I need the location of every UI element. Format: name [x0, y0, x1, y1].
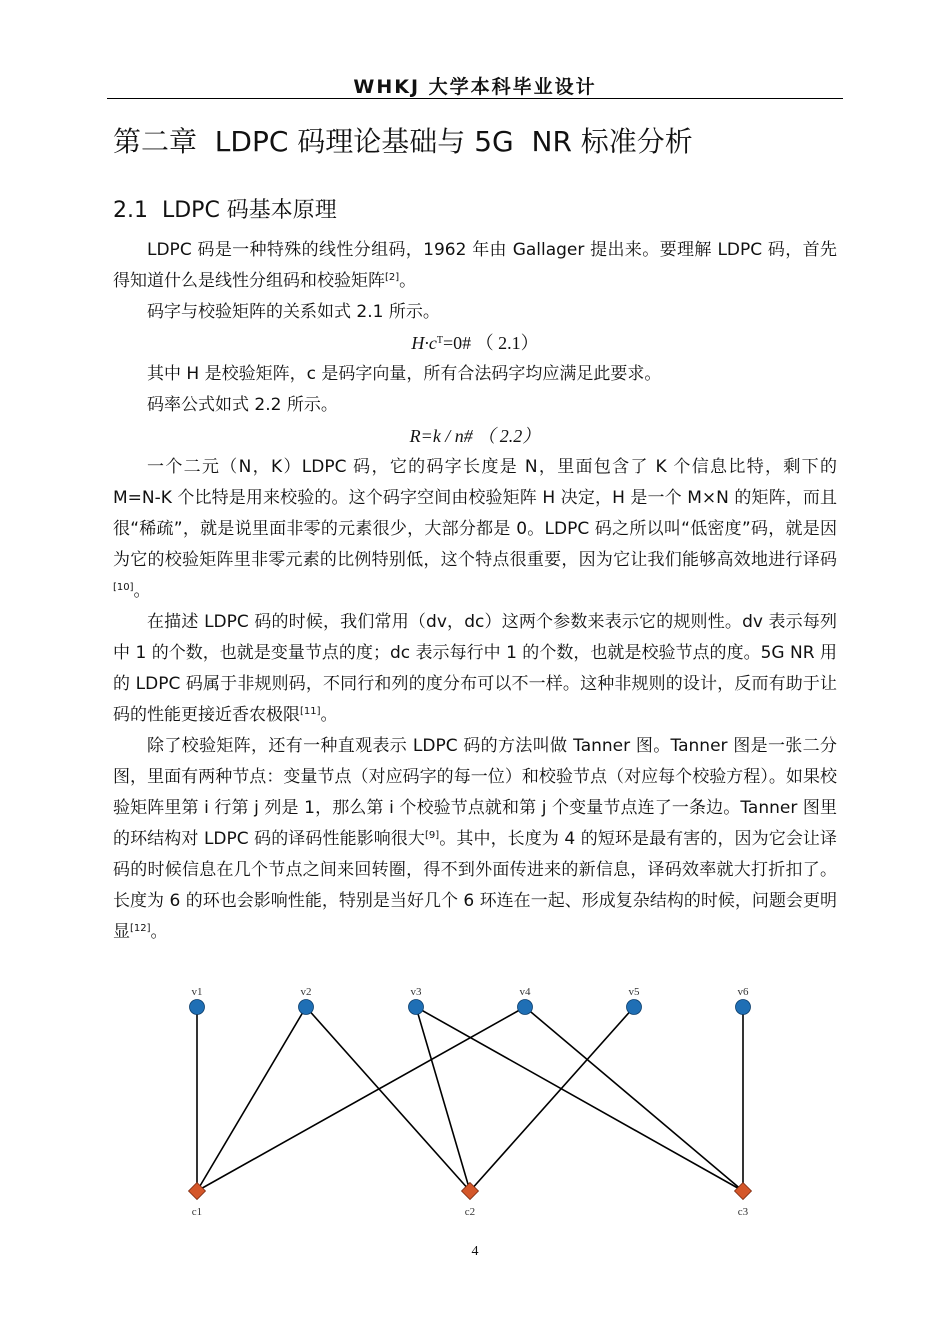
citation: [10]	[113, 582, 134, 593]
page-number: 4	[471, 1244, 479, 1259]
equation-2-2: R=k / n# （ 2.2）	[409, 426, 541, 446]
tanner-graph-figure	[170, 978, 780, 1216]
check-node-label: c1	[191, 1206, 203, 1216]
variable-node-label: v4	[519, 986, 531, 998]
check-node-label: c2	[464, 1206, 476, 1216]
paragraph-3: 其中 H 是校验矩阵，c 是码字向量，所有合法码字均应满足此要求。	[147, 364, 662, 384]
body-text	[113, 235, 837, 948]
edge-v3-c2	[416, 1007, 470, 1191]
paragraph-5: 一个二元（N，K）LDPC 码，它的码字长度是 N，里面包含了 K 个信息比特，剩下的 M=N-K 个比特是用来校验的。这个码字空间由校验矩阵 H 决定，H 是一个 M×N 的矩阵，而且很“稀疏”，就是说里面非零的元素很少，大部分都是 0。LDPC 码之所以叫“低密度”码，就是因为它的校验矩阵里非零元素的比例特别低，这个特点很重要，因为它让我们能够高效地进行译码[10]。	[113, 457, 837, 601]
paragraph-1: LDPC 码是一种特殊的线性分组码，1962 年由 Gallager 提出来。要理解 LDPC 码，首先得知道什么是线性分组码和校验矩阵[2]。	[113, 240, 837, 291]
citation: [9]	[425, 830, 440, 841]
variable-node-label: v1	[191, 986, 203, 998]
variable-node-v6	[736, 1000, 751, 1015]
edge-v2-c2	[306, 1007, 470, 1191]
paragraph-6: 在描述 LDPC 码的时候，我们常用（dv，dc）这两个参数来表示它的规则性。dv 表示每列中 1 的个数，也就是变量节点的度；dc 表示每行中 1 的个数，也就是校验节点的度。5G NR 用的 LDPC 码属于非规则码，不同行和列的度分布可以不一样。这种非规则的设计，反而有助于让码的性能更接近香农极限[11]。	[113, 612, 837, 725]
edge-v2-c1	[197, 1007, 306, 1191]
paragraph-2: 码字与校验矩阵的关系如式 2.1 所示。	[147, 302, 440, 322]
variable-node-v5	[627, 1000, 642, 1015]
header-rule	[107, 98, 843, 99]
paragraph-7: 除了校验矩阵，还有一种直观表示 LDPC 码的方法叫做 Tanner 图。Tanner 图是一张二分图，里面有两种节点：变量节点（对应码字的每一位）和校验节点（对应每个校验方程）。如果校验矩阵里第 i 行第 j 列是 1，那么第 i 个校验节点就和第 j 个变量节点连了一条边。Tanner 图里的环结构对 LDPC 码的译码性能影响很大[9]。其中，长度为 4 的短环是最有害的，因为它会让译码的时候信息在几个节点之间来回转圈，得不到外面传进来的新信息，译码效率就大打折扣了。长度为 6 的环也会影响性能，特别是当好几个 6 环连在一起、形成复杂结构的时候，问题会更明显[12]。	[113, 736, 837, 942]
variable-node-label: v6	[737, 986, 749, 998]
section-title: 2.1 LDPC 码基本原理	[113, 198, 337, 223]
check-node-c1	[189, 1183, 206, 1200]
citation: [11]	[300, 706, 321, 717]
citation: [12]	[130, 923, 151, 934]
citation: [2]	[385, 272, 400, 283]
edge-v4-c1	[197, 1007, 525, 1191]
equation-2-1: $H\cdot c^T=0\#$ （ 2.1）	[411, 333, 539, 353]
check-node-label: c3	[737, 1206, 749, 1216]
variable-node-label: v5	[628, 986, 640, 998]
tanner-graph	[170, 978, 780, 1216]
edge-v3-c3	[416, 1007, 743, 1191]
variable-node-label: v3	[410, 986, 422, 998]
edge-v5-c2	[470, 1007, 634, 1191]
variable-node-v4	[518, 1000, 533, 1015]
variable-node-v1	[190, 1000, 205, 1015]
chapter-title: 第二章 LDPC 码理论基础与 5G NR 标准分析	[113, 125, 693, 158]
variable-node-label: v2	[300, 986, 312, 998]
variable-node-v2	[299, 1000, 314, 1015]
edge-v4-c3	[525, 1007, 743, 1191]
variable-node-v3	[409, 1000, 424, 1015]
paragraph-4: 码率公式如式 2.2 所示。	[147, 395, 338, 415]
page-header: WHKJ 大学本科毕业设计	[353, 76, 597, 98]
